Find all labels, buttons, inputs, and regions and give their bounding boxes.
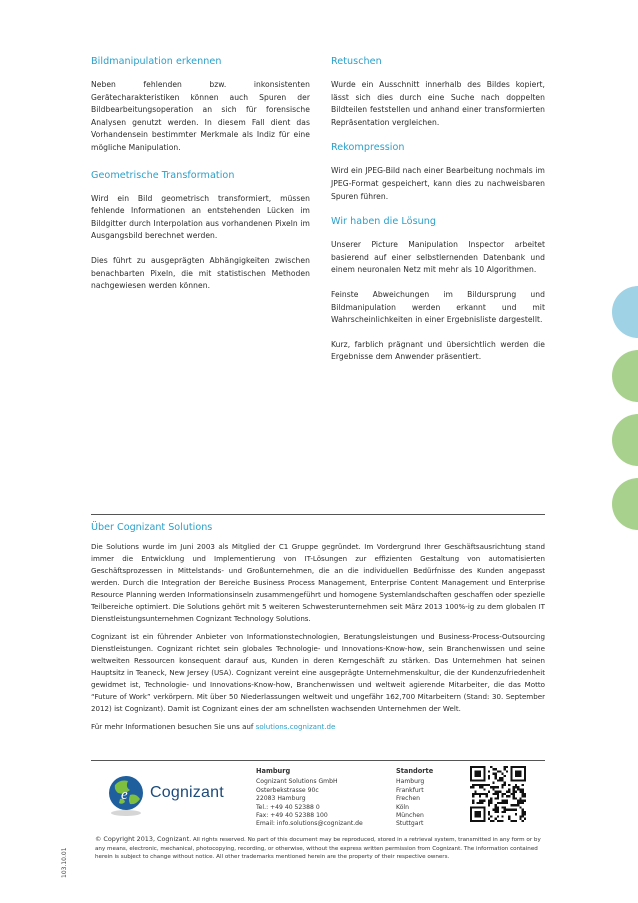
heading-bildmanipulation: Bildmanipulation erkennen xyxy=(91,56,222,67)
paragraph-transformation-1: Wird ein Bild geometrisch transformiert, müssen fehlende Informationen an entstehenden Lücken im Bildgitter durch Interpolation aus vorhandenen Pixeln im Ausgangsbild berechnet werden. xyxy=(91,193,310,241)
globe-icon xyxy=(106,771,152,819)
location-item: Frechen xyxy=(396,795,421,803)
paragraph-loesung-1: Unserer Picture Manipulation Inspector arbeitet basierend auf einer selbstlernenden Datenbank und einem neuronalen Netz mit mehr als 10 Algorithmen. xyxy=(331,240,545,275)
side-tab-green-1 xyxy=(612,350,638,402)
svg-text:e: e xyxy=(121,787,128,803)
side-tab-blue xyxy=(612,286,638,338)
copyright-lead: © Copyright 2013, Cognizant. xyxy=(95,835,192,843)
right-column xyxy=(331,55,545,376)
address-title: Hamburg xyxy=(256,767,291,775)
paragraph-bildmanipulation: Neben fehlenden bzw. inkonsistenten Gerätecharakteristiken können auch Spuren der Bildbearbeitungsoperation an sich für forensische Analysen genutzt werden. In diesem Fall dient das Vorhandensein bestimmter Merkmale als Indiz für eine mögliche Manipulation. xyxy=(91,80,310,152)
divider-bottom xyxy=(91,760,545,761)
paragraph-loesung-2: Feinste Abweichungen im Bildursprung und Bildmanipulation werden erkannt und mit Wahrscheinlichkeiten in einer Ergebnisliste dargestellt. xyxy=(331,289,545,325)
heading-rekompression: Rekompression xyxy=(331,142,405,154)
divider-top xyxy=(91,514,545,515)
heading-retuschen: Retuschen xyxy=(331,56,382,67)
left-column xyxy=(91,55,310,305)
address-email[interactable]: Email: info.solutions@cognizant.de xyxy=(256,820,363,828)
paragraph-rekompression: Wird ein JPEG-Bild nach einer Bearbeitung nochmals im JPEG-Format gespeichert, kann dies zu nachweisbaren Spuren führen. xyxy=(331,166,545,201)
side-tab-green-3 xyxy=(612,478,638,530)
address-line: Osterbekstrasse 90c xyxy=(256,786,319,794)
address-line: Fax: +49 40 52388 100 xyxy=(256,812,328,820)
address-line: Cognizant Solutions GmbH xyxy=(256,778,338,786)
qr-code-icon[interactable] xyxy=(470,766,526,822)
location-item: München xyxy=(396,812,424,820)
heading-about: Über Cognizant Solutions xyxy=(91,522,213,533)
paragraph-loesung-3: Kurz, farblich prägnant und übersichtlich werden die Ergebnisse dem Anwender präsentiert. xyxy=(331,339,545,362)
paragraph-retuschen: Wurde ein Ausschnitt innerhalb des Bildes kopiert, lässt sich dies durch eine Suche nach doppelten Bildteilen feststellen und anhand einer transformierten Repräsentation vergleichen. xyxy=(331,80,545,127)
heading-geometrische-transformation: Geometrische Transformation xyxy=(91,169,235,181)
locations-title: Standorte xyxy=(396,767,434,775)
address-line: Tel.: +49 40 52388 0 xyxy=(256,803,320,811)
about-paragraph-1: Die Solutions wurde im Juni 2003 als Mitglied der C1 Gruppe gegründet. Im Vordergrund Ihrer Geschäftsausrichtung stand immer die Entwicklung und Implementierung von IT-Lösungen zur effizienten Gestaltung von automatisierten Geschäftsprozessen in Mittelstands- und Großunternehmen, die an die individuellen Bedürfnisse des Kunden angepasst werden. Durch die Integration der Bereiche Business Process Management, Enterprise Content Management und Enterprise Resource Planning werden Informationsinseln zusammengeführt und homogene Systemlandschaften geschaffen oder spezielle Teilbereiche optimiert. Die Solutions gehört mit 5 weiteren Schwesterunternehmen seit März 2013 100%-ig zu dem globalen IT Dienstleistungsunternehmen Cognizant Technology Solutions. xyxy=(91,542,545,623)
locations-block xyxy=(396,767,456,829)
about-section xyxy=(91,521,545,739)
copyright-notice xyxy=(95,835,550,862)
cognizant-logo xyxy=(106,771,224,819)
location-item: Hamburg xyxy=(396,778,425,786)
location-item: Stuttgart xyxy=(396,820,424,828)
address-line: 22083 Hamburg xyxy=(256,795,306,803)
document-id: 103.10.01 xyxy=(61,847,68,878)
more-info-line xyxy=(91,721,545,733)
paragraph-transformation-2: Dies führt zu ausgeprägten Abhängigkeiten zwischen benachbarten Pixeln, die mit statistischen Methoden nachgewiesen werden können. xyxy=(91,255,310,291)
location-item: Frankfurt xyxy=(396,786,424,794)
location-item: Köln xyxy=(396,803,409,811)
about-paragraph-2: Cognizant ist ein führender Anbieter von Informationstechnologien, Beratungsleistungen und Business-Process-Outsourcing Dienstleistungen. Cognizant richtet sein globales Technologie- und Innovations-Know-how, sein Branchenwissen und seine weltweiten Ressourcen konsequent darauf aus, Kunden in deren Kerngeschäft zu stärken. Das Unternehmen hat seinen Hauptsitz in Teaneck, New Jersey (USA). Cognizant vereint eine ausgeprägte Unternehmenskultur, die der Kundenzufriedenheit gewidmet ist, Technologie- und Innovations-Know-how, Branchenwissen und weltweit agierende Mitarbeiter, die das Motto “Future of Work” verkörpern. Mit über 50 Niederlassungen weltweit und ungefähr 162,700 Mitarbeitern (Stand: 30. September 2012) ist Cognizant). Damit ist Cognizant eines der am schnellsten wachsenden Unternehmen der Welt. xyxy=(91,632,545,713)
address-block xyxy=(256,767,386,829)
logo-wordmark: Cognizant xyxy=(150,784,224,801)
copyright-text: All rights reserved. No part of this document may be reproduced, stored in a retrieval system, transmitted in any form or by any means, electronic, mechanical, photocopying, recording, or otherwise, without the express written permission from Cognizant. The information contained herein is subject to change without notice. All other trademarks mentioned herein are the property of their respective owners. xyxy=(95,837,541,861)
side-tab-green-2 xyxy=(612,414,638,466)
website-link[interactable]: solutions.cognizant.de xyxy=(255,722,336,731)
heading-loesung: Wir haben die Lösung xyxy=(331,216,437,228)
more-info-text: Für mehr Informationen besuchen Sie uns auf xyxy=(91,722,256,731)
